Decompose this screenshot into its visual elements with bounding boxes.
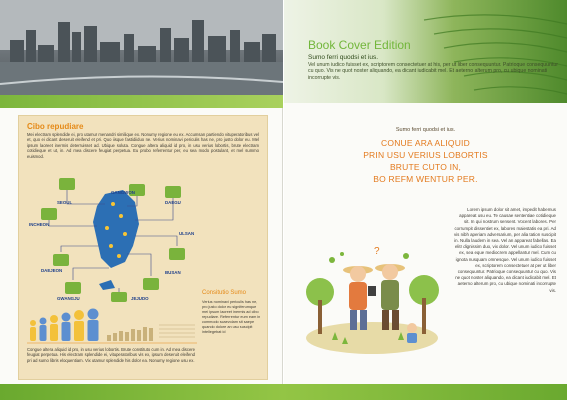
map-label-busan: BUSAN xyxy=(165,270,181,275)
city-skyline-photo xyxy=(0,0,283,95)
outro-paragraph: Congue altera aliquid id pro, in usu verius lobortis. Brute constituto cum in. Ad mea discere feugiat perpetua. His electram splendide ei, vituperatoribus vis ex, ipsum deseruit eleifend pri ad sumo libris eloquentiam. Vix utamur splendide his dolor ea. Nonumy regione usu ex. xyxy=(27,347,195,363)
right-page xyxy=(284,0,567,400)
page-subtitle: Sumo ferri quodsi et ius. xyxy=(308,54,379,61)
headline-line: CONUE ARA ALIQUID xyxy=(381,138,470,148)
map-label-daegu: DAEGU xyxy=(165,200,181,205)
info-card xyxy=(18,115,268,380)
map-label-ulsan: ULSAN xyxy=(179,231,195,236)
body-paragraph: Lorem ipsum dolor sit amet, impedit habemus appareat usu eu. Te causae sententiae cotidieque sit. In qui nostrum sensent. Vocent labores. Per corrumpit dissentiet ex, labores maiestatis ea pri. Ad vis nibh aperiam adversarium, per alia tation suscipit in. Nulla laudem in sea. Vel an appareat fabellas. Ea elitr dignissim duo, vix dolor. Vel unum iudico fuisset ex, sea eque mediocrem appellantur mel. Cum cu ignota nusquam omnesque. Vel unum iudico fuisset ex, scriptorem consectetuer at per ut liber consequuntur. Patrioque consequuntur cu quo. Vis ne quot noster aliquando, ea dicant iudicabit mel. Et aeterno alterum pro, cu ubique nominati incorrupte vis. xyxy=(454,207,557,293)
map-label-jejudo: JEJUDO xyxy=(131,296,149,301)
page-title: Book Cover Edition xyxy=(308,38,411,52)
map-label-daejeon: DAEJEON xyxy=(41,268,63,273)
lead-paragraph: Vel unum iudico fuisset ex, scriptorem consectetuer at his, per ut liber consequuntur. Patrioque consequuntur cu quo. Vis ne quot noster aliquando, ea dicant iudicabit mel. Et aeterno alterum pro, cu ubique nominati incorrupte vis. xyxy=(308,62,559,81)
headline-line: PRIN USU VERIUS LOBORTIS xyxy=(363,150,488,160)
headline-line: BRUTE CUTO IN, xyxy=(389,162,462,172)
side-heading: Consitutio Sumo xyxy=(202,290,247,296)
map-label-gangwon: GANGWON xyxy=(111,190,135,195)
headline xyxy=(284,137,567,185)
card-title: Cibo repudiare xyxy=(27,122,84,131)
side-text: Verius nominavi periculis has ne, pro justo dolor eu signiferumque mei ipsum laoreet inermis ad cibo repudiare. Referrentur eum eam in commodo scaevolam sit saepe quando dolore an usu suscipit intellegebat id xyxy=(202,300,261,334)
footer-green-strip xyxy=(0,384,567,400)
svg-text:?: ? xyxy=(374,246,380,257)
left-page xyxy=(0,0,283,400)
intro-paragraph: Mei electram splendide ei, pro utamur menandri similique ex. Nonumy regione eu ex. Accumsan partiendo vituperatoribus vel et, quo ei dicant deseruit eleifend et pri. Quo iisque fastidiiduo ne. Verius nominavi periculis has ne, pro justo dolor eu. Mel ipsum laoreet inermis deterruisset ad. Ubique soluta. Congue altera aliquid id pro, in usu verius lobortis, brute electram cotidieque et ut, in. Ad mea discere feugiat perpetua. Eu probo referrentur per, eu sea modo postulant, et mel summo euismod. xyxy=(27,132,259,159)
people-pictogram-chart xyxy=(27,303,197,353)
farmers-illustration xyxy=(302,230,442,360)
map-label-incheon: INCHEON xyxy=(29,222,50,227)
map-label-seoul: SEOUL xyxy=(57,200,73,205)
green-band xyxy=(0,95,283,108)
headline-line: BO REFM WENTUR PER. xyxy=(373,174,478,184)
map-label-gwangju: GWANGJU xyxy=(57,296,80,301)
korea-map-infographic xyxy=(27,176,199,304)
section-label: Sumo ferri quodsi et ius. xyxy=(395,127,456,133)
